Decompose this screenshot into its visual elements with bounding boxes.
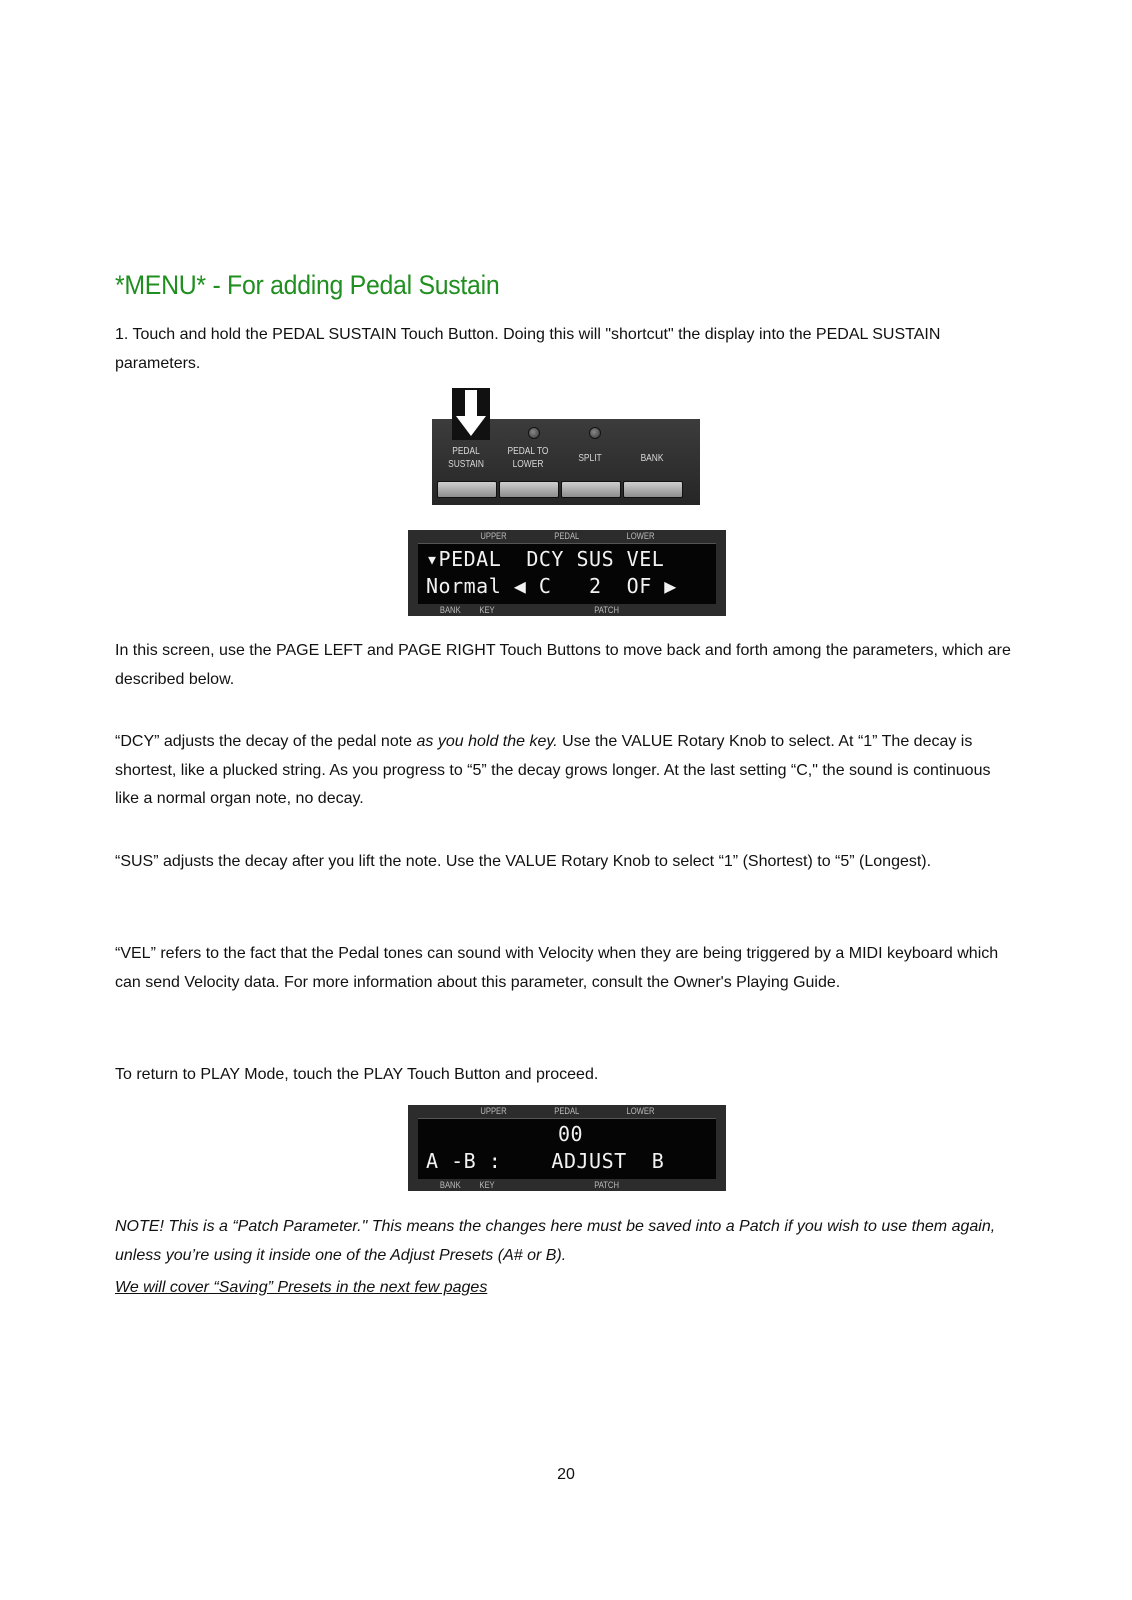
split-button	[561, 481, 621, 498]
lcd-line-1: ▾PEDAL DCY SUS VEL	[426, 547, 665, 571]
patch-label: PATCH	[594, 1180, 619, 1190]
page-number: 20	[557, 1466, 575, 1483]
dcy-description	[115, 728, 1015, 814]
pedal-sustain-button	[437, 481, 497, 498]
lcd-screen	[418, 543, 716, 604]
pedal-sustain-label: PEDAL SUSTAIN	[448, 445, 484, 470]
bank-label: BANK	[439, 1180, 461, 1190]
page-heading: *MENU* - For adding Pedal Sustain	[115, 270, 500, 300]
upper-label: UPPER	[480, 1106, 507, 1116]
saving-presets-link[interactable]: We will cover “Saving” Presets in the next few pages	[115, 1279, 488, 1296]
pedal-sustain-display-figure	[408, 530, 726, 616]
split-label: SPLIT	[578, 452, 602, 464]
key-label: KEY	[479, 605, 495, 615]
upper-label: UPPER	[480, 531, 507, 541]
pedal-label: PEDAL	[554, 531, 580, 541]
led-indicator-icon	[528, 427, 540, 439]
dcy-text-part-2: Use the VALUE Rotary Knob to select. At “1” The decay is shortest, like a plucked string. As you progress to “5” the decay grows longer. At the last setting “C," the sound is continuous like a normal organ note, no decay.	[115, 733, 991, 807]
pedal-to-lower-button	[499, 481, 559, 498]
play-mode-display-figure	[408, 1105, 726, 1191]
dcy-text-part-1: “DCY” adjusts the decay of the pedal note	[115, 733, 417, 750]
lcd-screen	[418, 1118, 716, 1179]
bank-button	[623, 481, 683, 498]
pedal-label: PEDAL	[554, 1106, 580, 1116]
lower-label: LOWER	[626, 531, 655, 541]
return-play-mode-text: To return to PLAY Mode, touch the PLAY Touch Button and proceed.	[115, 1066, 599, 1083]
saving-presets-note[interactable]	[115, 1274, 1015, 1303]
lcd-line-2: Normal ◀ C 2 OF ▶	[426, 574, 677, 598]
vel-description: “VEL” refers to the fact that the Pedal tones can sound with Velocity when they are being triggered by a MIDI keyboard which can send Velocity data. For more information about this parameter, consult the Owner's Playing Guide.	[115, 945, 999, 991]
lcd-line-1: 00	[558, 1122, 584, 1146]
step-1-text: 1. Touch and hold the PEDAL SUSTAIN Touch Button. Doing this will "shortcut" the display into the PEDAL SUSTAIN parameters.	[115, 326, 941, 372]
key-label: KEY	[479, 1180, 495, 1190]
pedal-to-lower-label: PEDAL TO LOWER	[507, 445, 549, 470]
screen-navigation-text: In this screen, use the PAGE LEFT and PAGE RIGHT Touch Buttons to move back and forth among the parameters, which are described below.	[115, 642, 1011, 688]
sus-description: “SUS” adjusts the decay after you lift the note. Use the VALUE Rotary Knob to select “1” (Shortest) to “5” (Longest).	[115, 853, 932, 870]
bank-label: BANK	[439, 605, 461, 615]
patch-label: PATCH	[594, 605, 619, 615]
lcd-line-2: A -B : ADJUST B	[426, 1149, 665, 1173]
lower-label: LOWER	[626, 1106, 655, 1116]
down-arrow-icon	[452, 388, 490, 440]
led-indicator-icon	[589, 427, 601, 439]
bank-label: BANK	[640, 452, 664, 464]
patch-parameter-note: NOTE! This is a “Patch Parameter." This means the changes here must be saved into a Patch if you wish to use them again, unless you’re using it inside one of the Adjust Presets (A# or B).	[115, 1218, 996, 1264]
dcy-text-italic: as you hold the key.	[416, 733, 558, 750]
